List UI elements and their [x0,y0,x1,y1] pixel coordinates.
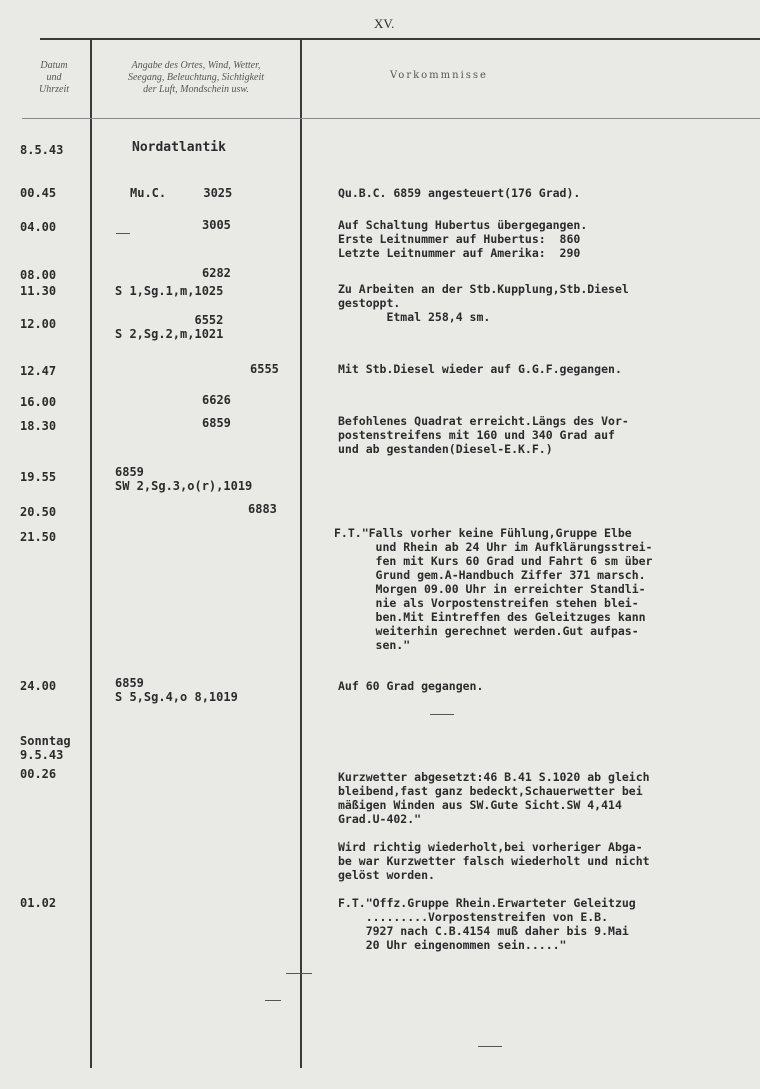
top-rule [40,38,760,40]
entry-time: 8.5.43 [20,143,64,157]
entry-place: 3005 [202,218,231,232]
entry-remarks: F.T."Offz.Gruppe Rhein.Erwarteter Geleitzug .........Vorpostenstreifen von E.B. 7927 nach C.B.4154 muß daher bis 9.Mai 20 Uhr eingenommen sein....." [338,896,636,952]
dash-mark [430,714,454,715]
entry-remarks: Auf Schaltung Hubertus übergegangen. Erste Leitnummer auf Hubertus: 860 Letzte Leitnummer auf Amerika: 290 [338,218,588,260]
entry-place: Mu.C. 3025 [130,186,233,200]
entry-time: 12.47 [20,364,57,378]
dash-mark [265,1000,281,1001]
entry-time: 12.00 [20,317,57,331]
entry-remarks: Auf 60 Grad gegangen. [338,679,484,693]
entry-time: 01.02 [20,896,57,910]
entry-remarks: Qu.B.C. 6859 angesteuert(176 Grad). [338,186,581,200]
header-place-column: Angabe des Ortes, Wind, Wetter, Seegang, Beleuchtung, Sichtigkeit der Luft, Mondschein usw. [127,60,265,95]
entry-place: 6282 [202,266,231,280]
entry-place: 6859 [202,416,231,430]
entry-time: 00.45 [20,186,57,200]
page-number: XV. [374,16,395,31]
entry-place: 6859 SW 2,Sg.3,o(r),1019 [115,465,253,493]
entry-remarks: F.T."Falls vorher keine Fühlung,Gruppe Elbe und Rhein ab 24 Uhr im Aufklärungsstrei- fen mit Kurs 60 Grad und Fahrt 6 sm über Grund gem.A-Handbuch Ziffer 371 marsch. Morgen 09.00 Uhr in erreichter Standli- nie als Vorpostenstreifen stehen blei- ben.Mit Eintreffen des Geleitzuges kann weiterhin gerechnet werden.Gut aufpas- sen." [334,526,653,652]
entry-place: 6883 [248,502,277,516]
entry-time: 11.30 [20,284,57,298]
dash-mark [286,973,312,974]
column-divider-place [300,38,302,1068]
header-rule [22,118,760,119]
entry-place: 6555 [250,362,279,376]
entry-place: S 1,Sg.1,m,1025 [115,284,224,298]
column-divider-date [90,38,92,1068]
entry-time: 08.00 [20,268,57,282]
entry-date-sunday: Sonntag 9.5.43 [20,734,71,762]
entry-time: 24.00 [20,679,57,693]
entry-place: 6859 S 5,Sg.4,o 8,1019 [115,676,238,704]
header-remarks-column: Vorkommnisse [390,70,488,81]
entry-place: 6552 S 2,Sg.2,m,1021 [115,313,224,341]
entry-remarks: Befohlenes Quadrat erreicht.Längs des Vor- postenstreifens mit 160 und 340 Grad auf und ab gestanden(Diesel-E.K.F.) [338,414,629,456]
entry-remarks: Kurzwetter abgesetzt:46 B.41 S.1020 ab gleich bleibend,fast ganz bedeckt,Schauerwetter bei mäßigen Winden aus SW.Gute Sicht.SW 4,414 Grad.U-402." Wird richtig wiederholt,bei vorheriger Abga- be war Kurzwetter falsch wiederholt und nicht gelöst worden. [338,770,650,882]
header-date-column: Datum und Uhrzeit [39,60,69,95]
entry-time: 00.26 [20,767,57,781]
dash-mark [478,1046,502,1047]
entry-remarks: Mit Stb.Diesel wieder auf G.G.F.gegangen. [338,362,622,376]
entry-time: 19.55 [20,470,57,484]
dash-mark [116,233,130,234]
entry-time: 18.30 [20,419,57,433]
entry-place: 6626 [202,393,231,407]
entry-time: 04.00 [20,220,57,234]
entry-place: Nordatlantik [132,140,226,155]
entry-time: 20.50 [20,505,57,519]
entry-time: 16.00 [20,395,57,409]
entry-time: 21.50 [20,530,57,544]
entry-remarks: Zu Arbeiten an der Stb.Kupplung,Stb.Diesel gestoppt. Etmal 258,4 sm. [338,282,629,324]
